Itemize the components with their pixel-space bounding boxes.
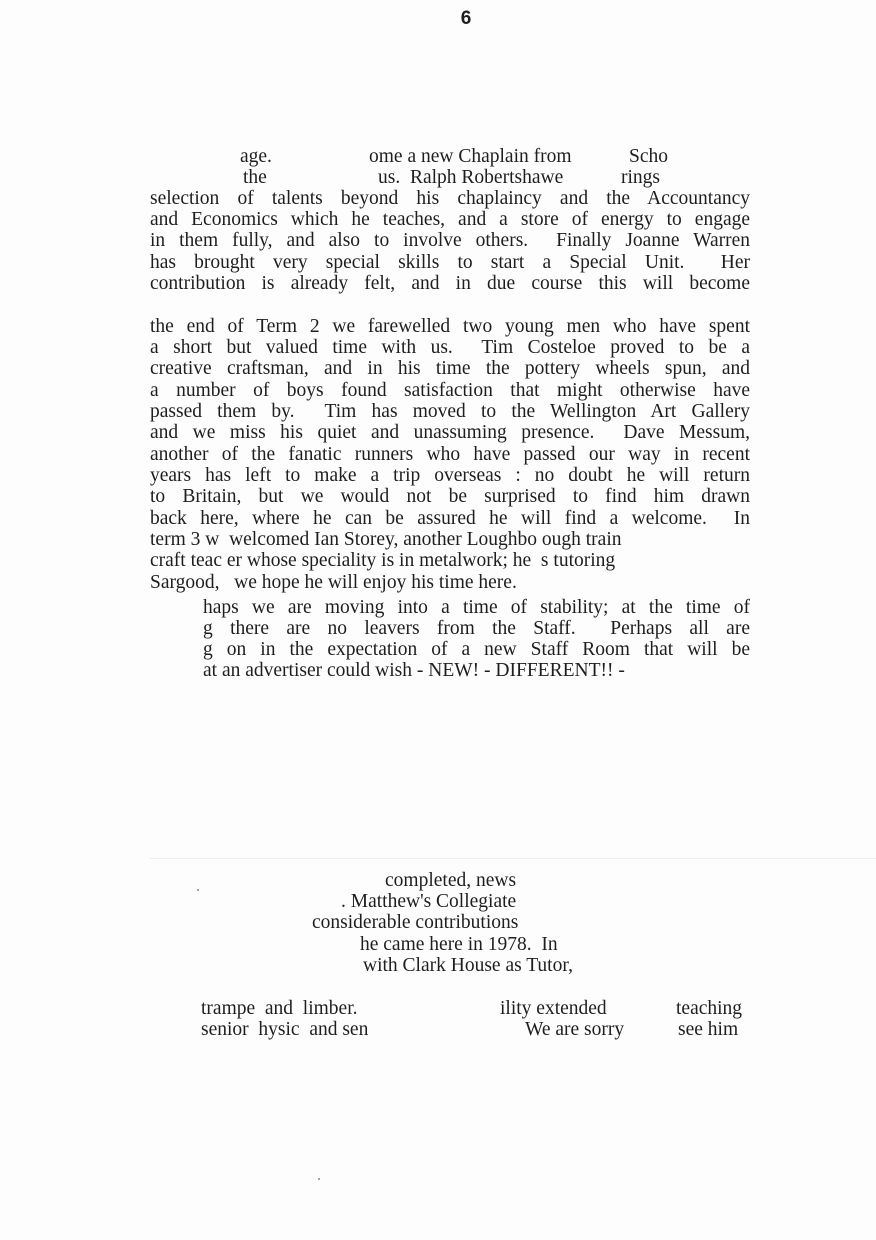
text-line: in them fully, and also to involve others. Finally Joanne Warren	[150, 230, 750, 251]
page-number: 6	[460, 8, 472, 29]
fragment: . Matthew's Collegiate	[341, 891, 517, 912]
fragment: senior hysic and sen	[201, 1019, 369, 1040]
text-line: back here, where he can be assured he will find a welcome. In	[150, 508, 750, 529]
fragment: us. Ralph Robertshawe	[378, 167, 564, 188]
fragment: ility extended	[500, 998, 607, 1019]
text-line: a number of boys found satisfaction that might otherwise have	[150, 380, 750, 401]
fragment: We are sorry	[525, 1019, 625, 1040]
text-line: another of the fanatic runners who have passed our way in recent	[150, 444, 750, 465]
fragment: ome a new Chaplain from	[369, 146, 572, 167]
fragment: rings	[621, 167, 660, 188]
fragment: considerable contributions	[312, 912, 519, 933]
text-line: years has left to make a trip overseas : no doubt he will return	[150, 465, 750, 486]
text-line: a short but valued time with us. Tim Costeloe proved to be a	[150, 337, 750, 358]
text-line: term 3 w welcomed Ian Storey, another Loughbo ough train	[150, 529, 622, 550]
fragment: teaching	[676, 998, 743, 1019]
text-line: the end of Term 2 we farewelled two young men who have spent	[150, 316, 750, 337]
text-line: g on in the expectation of a new Staff Room that will be	[203, 639, 750, 660]
scan-speck	[197, 889, 199, 891]
text-line: and Economics which he teaches, and a store of energy to engage	[150, 209, 750, 230]
text-line: contribution is already felt, and in due course this will become	[150, 273, 750, 294]
scan-speck	[318, 1178, 320, 1180]
text-line: g there are no leavers from the Staff. Perhaps all are	[203, 618, 750, 639]
fragment: the	[243, 167, 267, 188]
text-line: selection of talents beyond his chaplaincy and the Accountancy	[150, 188, 750, 209]
fragment: age.	[240, 146, 272, 167]
text-line: to Britain, but we would not be surprised to find him drawn	[150, 486, 750, 507]
text-line: has brought very special skills to start a Special Unit. Her	[150, 252, 750, 273]
fragment: with Clark House as Tutor,	[363, 955, 573, 976]
text-line: at an advertiser could wish - NEW! - DIFFERENT!! -	[203, 660, 625, 681]
page-fold-mark	[150, 858, 876, 859]
fragment: Scho	[629, 146, 668, 167]
text-line: haps we are moving into a time of stability; at the time of	[203, 597, 750, 618]
text-line: and we miss his quiet and unassuming presence. Dave Messum,	[150, 422, 750, 443]
text-line: passed them by. Tim has moved to the Wellington Art Gallery	[150, 401, 750, 422]
fragment: completed, news	[385, 870, 517, 891]
fragment: see him	[678, 1019, 739, 1040]
fragment: trampe and limber.	[201, 998, 358, 1019]
text-line: creative craftsman, and in his time the pottery wheels spun, and	[150, 358, 750, 379]
text-line: craft teac er whose speciality is in metalwork; he s tutoring	[150, 550, 616, 571]
fragment: he came here in 1978. In	[360, 934, 558, 955]
text-line: Sargood, we hope he will enjoy his time here.	[150, 572, 517, 593]
